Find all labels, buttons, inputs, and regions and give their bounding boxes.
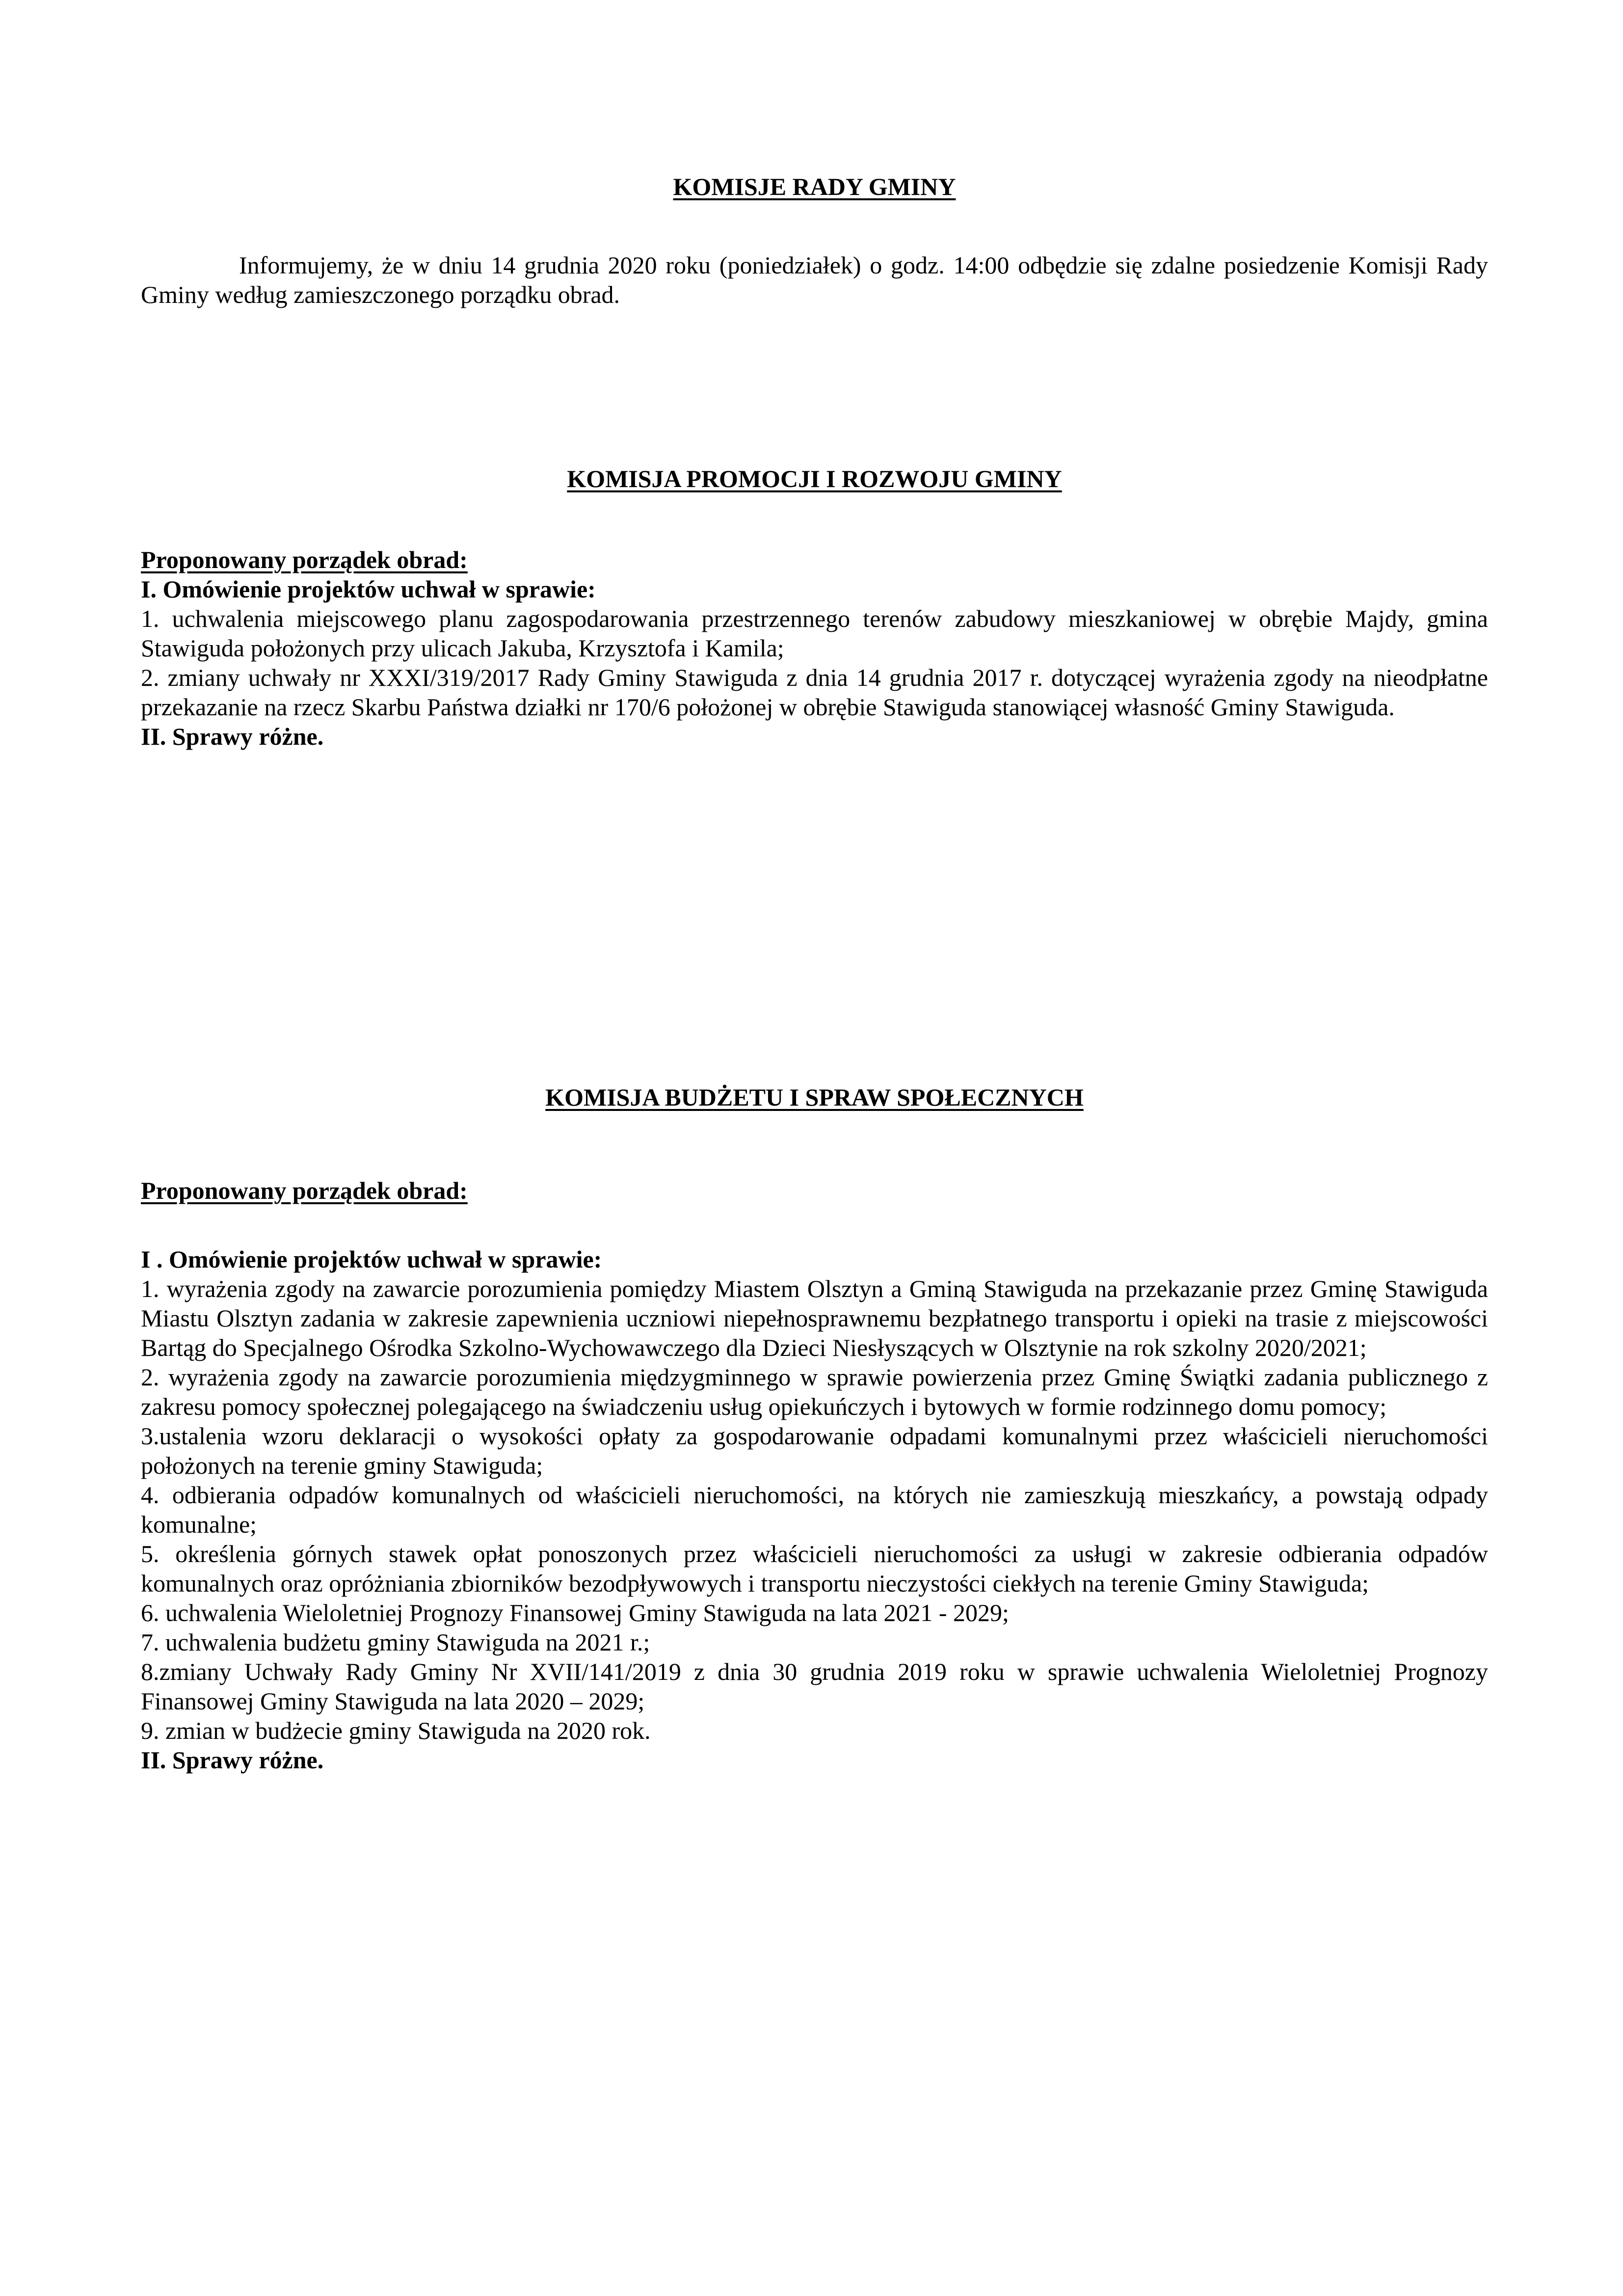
section1-item-1: 1. uchwalenia miejscowego planu zagospodarowania przestrzennego terenów zabudowy mieszkaniowej w obrębie Majdy, gmina Stawiguda położonych przy ulicach Jakuba, Krzysztofa i Kamila; [141, 605, 1488, 662]
section2-heading-wrap [141, 1082, 1488, 1112]
section2-item-9: 9. zmian w budżecie gminy Stawiguda na 2020 rok. [141, 1717, 651, 1744]
section2-item-6: 6. uchwalenia Wieloletniej Prognozy Finansowej Gminy Stawiguda na lata 2021 - 2029; [141, 1599, 1009, 1626]
section2-agenda-wrap [141, 1176, 1488, 1205]
section1-part2-label: II. Sprawy różne. [141, 723, 324, 750]
section1-heading: KOMISJA PROMOCJI I ROZWOJU GMINY [567, 465, 1062, 492]
section2-item-5: 5. określenia górnych stawek opłat ponoszonych przez właścicieli nieruchomości za usługi w zakresie odbierania odpadów komunalnych oraz opróżniania zbiorników bezodpływowych i transportu nieczystości ciekłych na terenie Gminy Stawiguda; [141, 1540, 1488, 1597]
section2-agenda-label: Proponowany porządek obrad: [141, 1177, 468, 1204]
section1-body [141, 545, 1488, 751]
section2-item-3: 3.ustalenia wzoru deklaracji o wysokości opłaty za gospodarowanie odpadami komunalnymi przez właścicieli nieruchomości położonych na terenie gminy Stawiguda; [141, 1422, 1488, 1479]
section2-heading: KOMISJA BUDŻETU I SPRAW SPOŁECZNYCH [545, 1083, 1084, 1111]
document-title: KOMISJE RADY GMINY [673, 173, 956, 200]
section2-item-1: 1. wyrażenia zgody na zawarcie porozumienia pomiędzy Miastem Olsztyn a Gminą Stawiguda na przekazanie przez Gminę Stawiguda Miastu Olsztyn zadania w zakresie zapewnienia uczniowi niepełnosprawnemu bezpłatnego transportu i opieki na trasie z miejscowości Bartąg do Specjalnego Ośrodka Szkolno-Wychowawczego dla Dzieci Niesłyszących w Olsztynie na rok szkolny 2020/2021; [141, 1275, 1488, 1361]
section2-item-7: 7. uchwalenia budżetu gminy Stawiguda na 2021 r.; [141, 1628, 650, 1656]
section2-part1-label: I . Omówienie projektów uchwał w sprawie: [141, 1245, 602, 1273]
section2-item-8: 8.zmiany Uchwały Rady Gminy Nr XVII/141/2019 z dnia 30 grudnia 2019 roku w sprawie uchwalenia Wieloletniej Prognozy Finansowej Gminy Stawiguda na lata 2020 – 2029; [141, 1658, 1488, 1715]
intro-paragraph: Informujemy, że w dniu 14 grudnia 2020 roku (poniedziałek) o godz. 14:00 odbędzie się zdalne posiedzenie Komisji Rady Gminy według zamieszczonego porządku obrad. [141, 251, 1488, 308]
section2-item-2: 2. wyrażenia zgody na zawarcie porozumienia międzygminnego w sprawie powierzenia przez Gminę Świątki zadania publicznego z zakresu pomocy społecznej polegającego na świadczeniu usług opiekuńczych i bytowych w formie rodzinnego domu pomocy; [141, 1363, 1488, 1420]
section1-agenda-label: Proponowany porządek obrad: [141, 546, 468, 573]
section2-item-4: 4. odbierania odpadów komunalnych od właścicieli nieruchomości, na których nie zamieszkują mieszkańcy, a powstają odpady komunalne; [141, 1481, 1488, 1538]
section2-part2-label: II. Sprawy różne. [141, 1746, 324, 1774]
section1-heading-wrap [141, 464, 1488, 493]
intro-paragraph-wrap [141, 250, 1488, 309]
section1-part1-label: I. Omówienie projektów uchwał w sprawie: [141, 575, 596, 603]
section2-body [141, 1244, 1488, 1775]
section1-item-2: 2. zmiany uchwały nr XXXI/319/2017 Rady Gminy Stawiguda z dnia 14 grudnia 2017 r. dotyczącej wyrażenia zgody na nieodpłatne przekazanie na rzecz Skarbu Państwa działki nr 170/6 położonej w obrębie Stawiguda stanowiącej własność Gminy Stawiguda. [141, 664, 1488, 721]
document-title-wrap [141, 172, 1488, 201]
